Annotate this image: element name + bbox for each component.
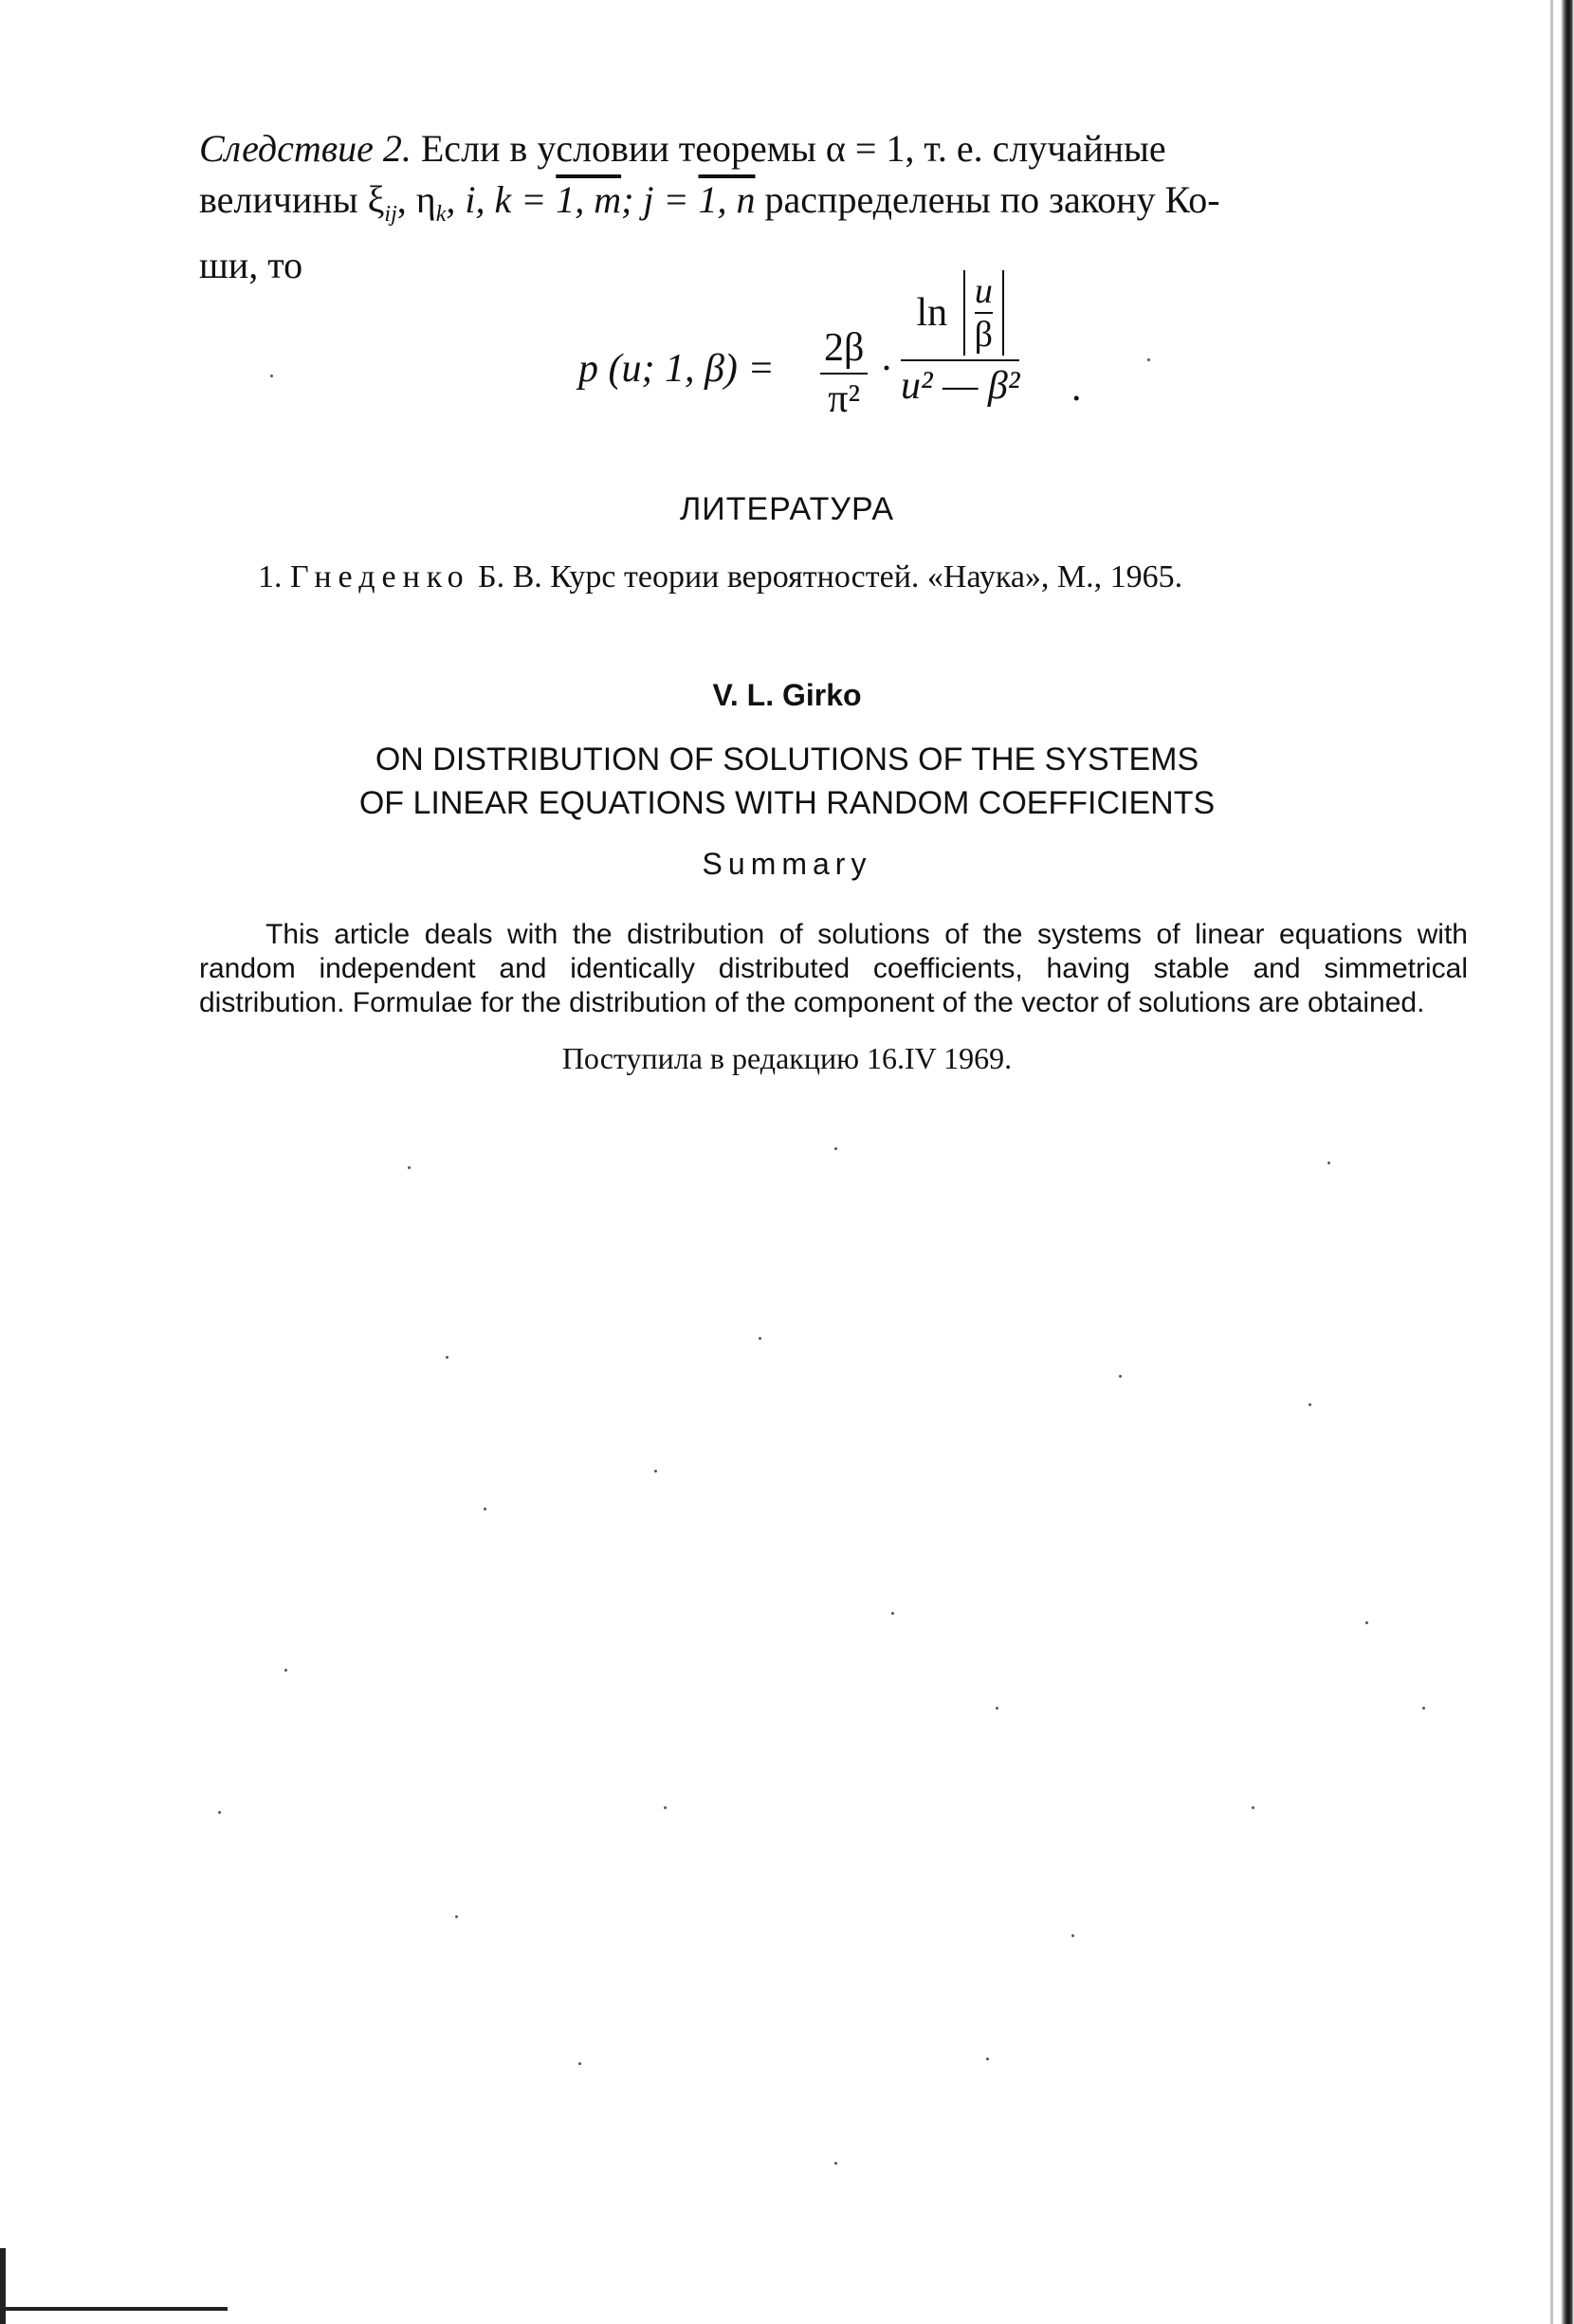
scan-edge-bottom — [0, 2307, 228, 2311]
scan-speck — [834, 2162, 837, 2165]
corollary-j: ; j = — [621, 178, 699, 221]
log-label: ln — [916, 291, 948, 335]
reference-text: Б. В. Курс теории вероятностей. «Наука», М., 1965. — [469, 559, 1183, 595]
scan-speck — [218, 1811, 221, 1814]
scan-speck — [996, 1707, 998, 1710]
summary-title-line-2: OF LINEAR EQUATIONS WITH RANDOM COEFFICIENTS — [358, 785, 1216, 821]
subscript-ij: ij — [384, 202, 397, 227]
scan-speck — [654, 1470, 657, 1473]
scan-speck — [759, 1337, 761, 1340]
scan-edge-shadow — [1550, 0, 1553, 2324]
inner-denominator: β — [974, 315, 993, 355]
formula-lhs: p (u; 1, β) = — [578, 347, 775, 391]
corollary-line-2 — [199, 174, 1470, 240]
received-date: Поступила в редакцию 16.IV 1969. — [561, 1041, 1013, 1075]
absolute-value — [963, 270, 1004, 356]
corollary-line-3: ши, то — [199, 244, 303, 286]
reference-author: Гнеденко — [290, 559, 470, 595]
scan-speck — [1422, 1707, 1425, 1710]
cauchy-density-formula — [578, 270, 1147, 422]
summary-title — [0, 738, 1574, 825]
summary-title-line-1: ON DISTRIBUTION OF SOLUTIONS OF THE SYSTEMS — [375, 741, 1199, 778]
scan-speck — [455, 1915, 458, 1918]
scan-speck — [1119, 1375, 1122, 1378]
scan-speck — [1365, 1621, 1368, 1624]
subscript-k: k — [435, 202, 447, 227]
log-numerator — [901, 270, 1019, 361]
reference-1 — [258, 559, 1182, 595]
formula-end: . — [1071, 366, 1082, 410]
scan-speck — [1252, 1806, 1254, 1809]
scan-speck — [446, 1356, 448, 1359]
scan-speck — [1147, 358, 1150, 361]
corollary-text-1: Если в условии теоремы α = 1, т. е. случайные — [420, 127, 1166, 170]
corollary-line-1 — [199, 123, 1470, 174]
log-denominator: u² — β² — [901, 364, 1020, 408]
summary-abstract: This article deals with the distribution of solutions of the systems of linear equations with random independent and identically distributed coefficients, having stable and simmetrical distribution. Formulae for the distribution of the component of the vector of solutions are obtained. — [199, 919, 1468, 1018]
scan-speck — [986, 2058, 989, 2060]
formula-log-fraction — [901, 270, 1019, 409]
reference-number: 1. — [258, 559, 283, 595]
scan-speck — [1327, 1162, 1330, 1164]
corollary-eta: , η — [396, 178, 436, 221]
scan-speck — [284, 1669, 287, 1672]
scan-speck — [891, 1612, 894, 1615]
scan-speck — [484, 1508, 486, 1510]
corollary-text-2: величины ξ — [199, 178, 385, 221]
corollary-paragraph — [199, 123, 1470, 291]
scan-speck — [408, 1166, 411, 1169]
range-m: 1, m — [556, 178, 622, 221]
scan-edge-bottom-left — [0, 2248, 6, 2324]
formula-coefficient — [820, 325, 868, 422]
scan-speck — [578, 2062, 581, 2065]
scan-speck — [1309, 1403, 1311, 1406]
corollary-ik: , i, k = — [446, 178, 557, 221]
coefficient-denominator: π² — [828, 377, 861, 421]
summary-heading: Summary — [702, 847, 872, 881]
corollary-label: Следствие 2. — [199, 127, 412, 170]
scan-speck — [664, 1806, 667, 1809]
scan-speck — [1071, 1934, 1074, 1937]
scan-speck — [270, 375, 273, 377]
formula-dot: · — [880, 347, 893, 391]
coefficient-numerator: 2β — [820, 325, 868, 375]
corollary-text-rest: распределены по закону Ко- — [755, 178, 1220, 221]
literature-heading: ЛИТЕРАТУРА — [679, 491, 895, 527]
range-n: 1, n — [698, 178, 756, 221]
inner-numerator: u — [975, 270, 993, 314]
scan-edge-right — [1561, 0, 1574, 2324]
scan-speck — [834, 1147, 837, 1150]
summary-author: V. L. Girko — [712, 678, 862, 712]
